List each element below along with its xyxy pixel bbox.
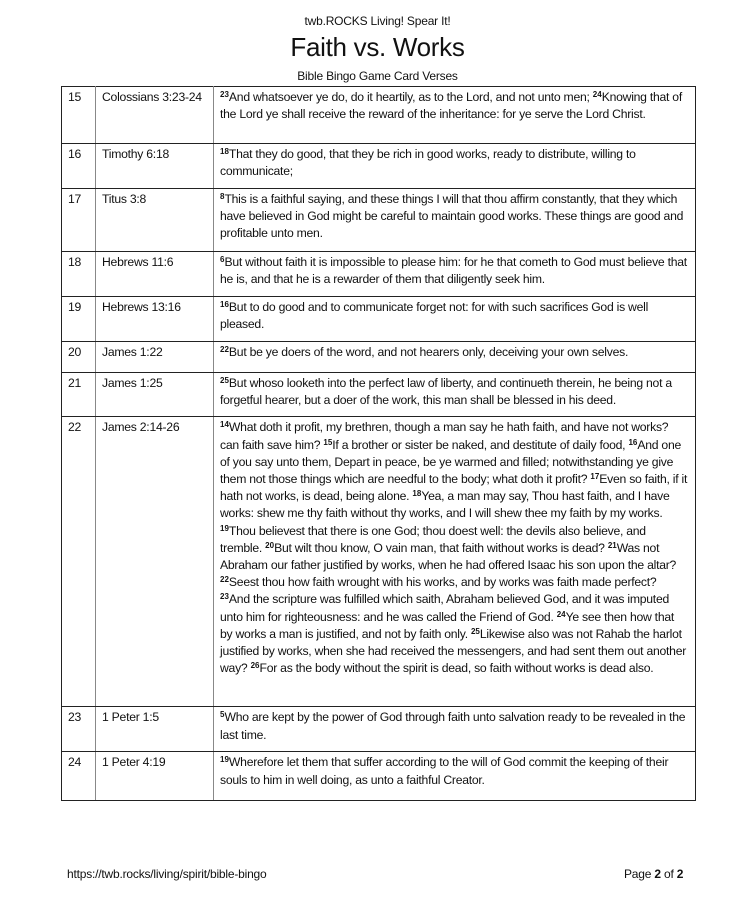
verse-reference: James 2:14-26 xyxy=(96,417,214,707)
page-prefix: Page xyxy=(624,867,655,881)
verse-text-segment: Who are kept by the power of God through faith unto salvation ready to be revealed in the last time. xyxy=(220,710,689,742)
verse-superscript-number: 18 xyxy=(412,489,422,499)
verse-superscript-number: 25 xyxy=(470,626,480,636)
page-of: of xyxy=(660,867,677,881)
verse-reference: Colossians 3:23-24 xyxy=(96,87,214,144)
verse-text-segment: And one of you say unto them, Depart in peace, be ye warmed and filled; notwithstanding ye give them not those things which are needful to the body; what doth it profit? xyxy=(220,437,685,487)
verses-table-body xyxy=(62,87,696,801)
verse-text-segment: Was not Abraham our father justified by works, when he had offered Isaac his son upon the altar? xyxy=(220,540,680,573)
page-current: 2 xyxy=(654,867,661,881)
verse-superscript-number: 25 xyxy=(220,376,229,385)
verse-superscript-number: 15 xyxy=(323,437,333,447)
verse-text-segment: But without faith it is impossible to please him: for he that cometh to God must believe that he is, and that he is a rewarder of them that diligently seek him. xyxy=(220,255,691,287)
verse-superscript-number: 14 xyxy=(220,420,229,430)
verse-reference: James 1:25 xyxy=(96,373,214,417)
site-tagline: twb.ROCKS Living! Spear It! xyxy=(304,14,451,28)
verse-superscript-number: 22 xyxy=(220,345,229,354)
verse-text xyxy=(214,189,696,252)
verse-text-segment: Wherefore let them that suffer according to the will of God commit the keeping of their souls to him in well doing, as unto a faithful Creator. xyxy=(220,755,672,787)
verse-number: 23 xyxy=(62,707,96,752)
verse-text xyxy=(214,417,696,707)
verse-row xyxy=(62,752,696,801)
verse-reference: James 1:22 xyxy=(96,342,214,373)
verse-superscript-number: 21 xyxy=(607,540,617,550)
verse-superscript-number: 17 xyxy=(590,472,600,482)
verse-row xyxy=(62,707,696,752)
verse-reference: Titus 3:8 xyxy=(96,189,214,252)
verse-superscript-number: 18 xyxy=(220,147,229,156)
verse-text-segment: But wilt thou know, O vain man, that faith without works is dead? xyxy=(274,540,608,555)
verse-row xyxy=(62,342,696,373)
verse-superscript-number: 20 xyxy=(265,540,275,550)
verse-row xyxy=(62,87,696,144)
verse-text-segment: But be ye doers of the word, and not hearers only, deceiving your own selves. xyxy=(228,345,629,359)
verse-superscript-number: 16 xyxy=(220,300,229,309)
verse-text-segment: And the scripture was fulfilled which saith, Abraham believed God, and it was imputed unto him for righteousness: and he was called the Friend of God. xyxy=(220,592,673,624)
verse-superscript-number: 5 xyxy=(220,710,225,720)
verse-reference: 1 Peter 4:19 xyxy=(96,752,214,801)
verse-row xyxy=(62,297,696,342)
verse-superscript-number: 22 xyxy=(220,575,229,585)
verse-number: 19 xyxy=(62,297,96,342)
footer-url-text[interactable]: https://twb.rocks/living/spirit/bible-bingo xyxy=(67,867,267,881)
page-subtitle: Bible Bingo Game Card Verses xyxy=(297,69,458,83)
verse-superscript-number: 16 xyxy=(628,437,638,447)
verse-text xyxy=(214,144,696,189)
verse-reference: Hebrews 11:6 xyxy=(96,252,214,297)
verse-number: 24 xyxy=(62,752,96,801)
verse-superscript-number: 24 xyxy=(592,90,602,99)
verse-number: 22 xyxy=(62,417,96,707)
verse-text-segment: Thou believest that there is one God; thou doest well: the devils also believe, and tremble. xyxy=(220,523,649,555)
page-number xyxy=(624,867,683,881)
verse-text-segment: If a brother or sister be naked, and destitute of daily food, xyxy=(332,437,629,452)
verse-text-segment: Knowing that of the Lord ye shall receive the reward of the inheritance: for ye serve the Lord Christ. xyxy=(220,90,686,122)
verse-text-segment: But whoso looketh into the perfect law of liberty, and continueth therein, he being not a forgetful hearer, but a doer of the work, this man shall be blessed in his deed. xyxy=(220,376,676,408)
verse-superscript-number: 19 xyxy=(220,755,229,765)
verse-superscript-number: 23 xyxy=(220,592,229,602)
verses-table xyxy=(61,86,696,801)
verse-text-segment: That they do good, that they be rich in good works, ready to distribute, willing to communicate; xyxy=(220,147,639,179)
verse-text-segment: Yea, a man may say, Thou hast faith, and I have works: shew me thy faith without thy works, and I will shew thee my faith by my works. xyxy=(220,489,673,521)
verse-text xyxy=(214,87,696,144)
verse-number: 16 xyxy=(62,144,96,189)
verse-superscript-number: 24 xyxy=(556,609,566,619)
verse-text xyxy=(214,752,696,801)
verse-text xyxy=(214,707,696,752)
verse-number: 18 xyxy=(62,252,96,297)
verse-row xyxy=(62,373,696,417)
verse-superscript-number: 6 xyxy=(220,255,225,264)
verse-superscript-number: 8 xyxy=(220,192,225,201)
verse-reference: Timothy 6:18 xyxy=(96,144,214,189)
verse-text-segment: And whatsoever ye do, do it heartily, as to the Lord, and not unto men; xyxy=(228,90,593,104)
verse-reference: Hebrews 13:16 xyxy=(96,297,214,342)
verse-superscript-number: 19 xyxy=(220,523,229,533)
verse-row xyxy=(62,417,696,707)
verse-row xyxy=(62,252,696,297)
verse-text-segment: But to do good and to communicate forget not: for with such sacrifices God is well pleased. xyxy=(220,300,652,332)
verse-reference: 1 Peter 1:5 xyxy=(96,707,214,752)
verse-text-segment: Even so faith, if it hath not works, is dead, being alone. xyxy=(220,472,691,504)
verse-superscript-number: 23 xyxy=(220,90,229,99)
verse-text xyxy=(214,373,696,417)
footer-url[interactable] xyxy=(67,867,267,881)
verse-row xyxy=(62,144,696,189)
verse-text-segment: Ye see then how that by works a man is justified, and not by faith only. xyxy=(220,609,678,641)
verse-number: 15 xyxy=(62,87,96,144)
verse-text-segment: What doth it profit, my brethren, though a man say he hath faith, and have not works? can faith save him? xyxy=(220,420,672,452)
verse-text xyxy=(214,297,696,342)
page-title: Faith vs. Works xyxy=(290,32,465,62)
verse-number: 17 xyxy=(62,189,96,252)
verse-text xyxy=(214,252,696,297)
verse-superscript-number: 26 xyxy=(250,661,260,671)
verse-text-segment: This is a faithful saying, and these things I will that thou affirm constantly, that they which have believed in God might be careful to maintain good works. These things are good and profitable unto men. xyxy=(220,192,687,241)
verse-text-segment: Seest thou how faith wrought with his works, and by works was faith made perfect? xyxy=(228,575,660,590)
verse-text xyxy=(214,342,696,373)
verse-text-segment: For as the body without the spirit is dead, so faith without works is dead also. xyxy=(259,661,654,676)
verse-number: 21 xyxy=(62,373,96,417)
verse-text-segment: Likewise also was not Rahab the harlot justified by works, when she had received the messengers, and had sent them out another way? xyxy=(220,626,690,676)
verse-number: 20 xyxy=(62,342,96,373)
page-total: 2 xyxy=(676,867,684,881)
verse-row xyxy=(62,189,696,252)
